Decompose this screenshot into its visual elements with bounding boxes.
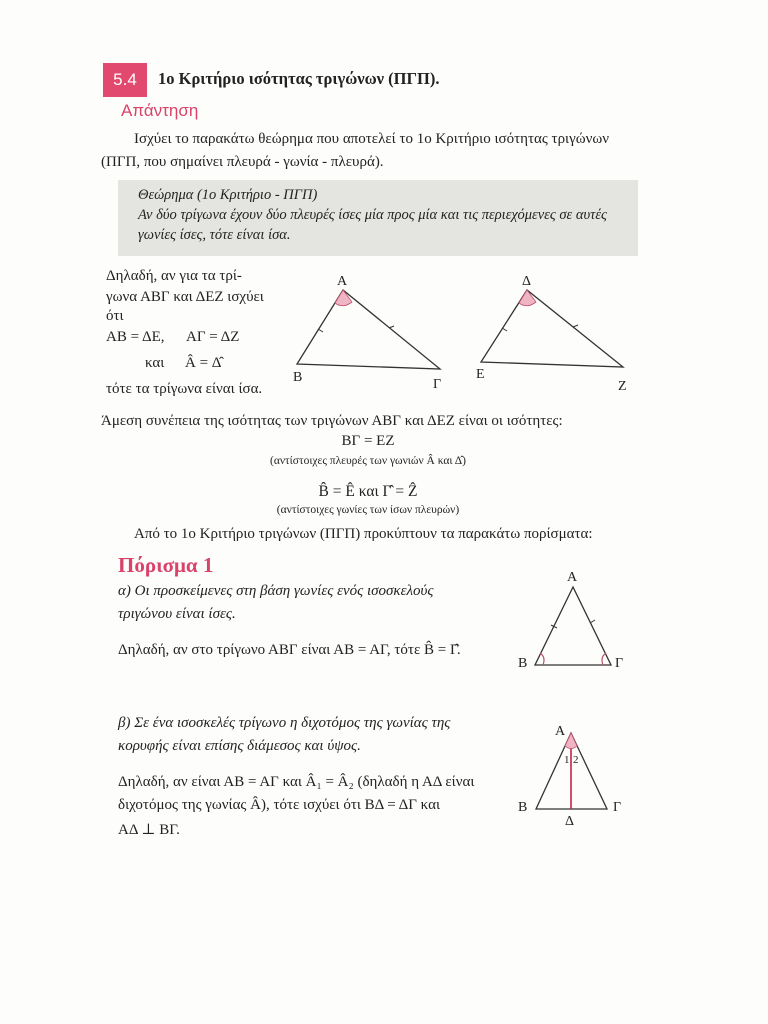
vertex-label-d: Δ: [522, 274, 532, 289]
equation-angles: B̂ = Ê και Γ̂ = Ẑ: [318, 483, 418, 500]
corollary-b-statement-1: Δηλαδή, αν είναι ΑΒ = ΑΓ και Â₁ = Â₂ (δηλαδή η ΑΔ είναι: [118, 774, 475, 790]
intro-line-1: Ισχύει το παρακάτω θεώρημα που αποτελεί το 1ο Κριτήριο ισότητας τριγώνων: [134, 131, 610, 147]
explanation-conclusion: τότε τα τρίγωνα είναι ίσα.: [106, 381, 263, 397]
answer-heading: Απάντηση: [121, 101, 199, 120]
equation-bg-ez: ΒΓ = ΕΖ: [341, 433, 395, 449]
explanation-line-3: ότι: [106, 308, 124, 324]
consequence-text: Άμεση συνέπεια της ισότητας των τριγώνων ΑΒΓ και ΔΕΖ είναι οι ισότητες:: [101, 413, 563, 429]
note-corresponding-angles: (αντίστοιχες γωνίες των ίσων πλευρών): [276, 504, 460, 516]
corollary-a-line-2: τριγώνου είναι ίσες.: [118, 606, 236, 622]
angle-label-1: 1: [564, 754, 570, 766]
tick-mark: [318, 329, 323, 332]
theorem-line-1: Αν δύο τρίγωνα έχουν δύο πλευρές ίσες μία προς μία και τις περιεχόμενες σε αυτές: [138, 207, 607, 223]
section-number-badge: 5.4: [103, 63, 147, 97]
vertex-label-a: Α: [555, 724, 566, 739]
vertex-label-d: Δ: [565, 814, 575, 829]
corollary-b-line-2: κορυφής είναι επίσης διάμεσος και ύψος.: [118, 738, 361, 754]
tick-mark: [590, 620, 595, 623]
tick-mark: [573, 325, 578, 327]
isosceles-triangle-figure: [510, 565, 640, 675]
intro-line-2: (ΠΓΠ, που σημαίνει πλευρά - γωνία - πλευρά).: [101, 154, 384, 170]
and-word: και: [145, 355, 165, 371]
note-corresponding-sides: (αντίστοιχες πλευρές των γωνιών Â και Δ̂): [269, 455, 466, 467]
theorem-heading: Θεώρημα (1ο Κριτήριο - ΠΓΠ): [138, 187, 318, 203]
vertex-label-e: Ε: [476, 367, 485, 382]
vertex-label-b: Β: [293, 370, 303, 385]
equation-angle-a-d: Â = Δ̂: [185, 355, 222, 371]
vertex-label-a: Α: [337, 274, 348, 289]
vertex-label-a: Α: [567, 570, 578, 585]
corollary-b-statement-2: διχοτόμος της γωνίας Â), τότε ισχύει ότι ΒΔ = ΔΓ και: [118, 797, 441, 813]
explanation-line-1: Δηλαδή, αν για τα τρί-: [106, 268, 242, 284]
vertex-label-b: Β: [518, 800, 528, 815]
corollaries-intro: Από το 1ο Κριτήριο τριγώνων (ΠΓΠ) προκύπτουν τα παρακάτω πορίσματα:: [134, 526, 593, 542]
angle-label-2: 2: [573, 754, 579, 766]
corollary-a-statement: Δηλαδή, αν στο τρίγωνο ΑΒΓ είναι ΑΒ = ΑΓ, τότε B̂ = Γ̂.: [118, 642, 461, 658]
tick-mark: [389, 326, 394, 328]
corollary-b-statement-3: ΑΔ ⊥ ΒΓ.: [118, 822, 180, 838]
corollary-a-line-1: α) Οι προσκείμενες στη βάση γωνίες ενός ισοσκελούς: [118, 583, 434, 599]
vertex-label-b: Β: [518, 656, 528, 671]
vertex-label-g: Γ: [433, 377, 442, 392]
equation-ag-dz: ΑΓ = ΔΖ: [186, 329, 240, 345]
vertex-label-g: Γ: [613, 800, 622, 815]
triangle-dez-figure: [470, 268, 640, 398]
triangle-abg-figure: [285, 268, 455, 398]
vertex-label-g: Γ: [615, 656, 624, 671]
equation-ab-de: ΑΒ = ΔΕ,: [106, 329, 165, 345]
section-title: 1ο Κριτήριο ισότητας τριγώνων (ΠΓΠ).: [158, 69, 440, 88]
vertex-label-z: Ζ: [618, 379, 627, 394]
tick-mark: [502, 328, 507, 331]
corollary-b-line-1: β) Σε ένα ισοσκελές τρίγωνο η διχοτόμος της γωνίας της: [118, 715, 451, 731]
corollary-title: Πόρισμα 1: [118, 553, 214, 577]
explanation-line-2: γωνα ΑΒΓ και ΔΕΖ ισχύει: [106, 289, 264, 305]
theorem-line-2: γωνίες ίσες, τότε είναι ίσα.: [138, 227, 291, 243]
bisector-triangle-figure: [510, 718, 640, 833]
